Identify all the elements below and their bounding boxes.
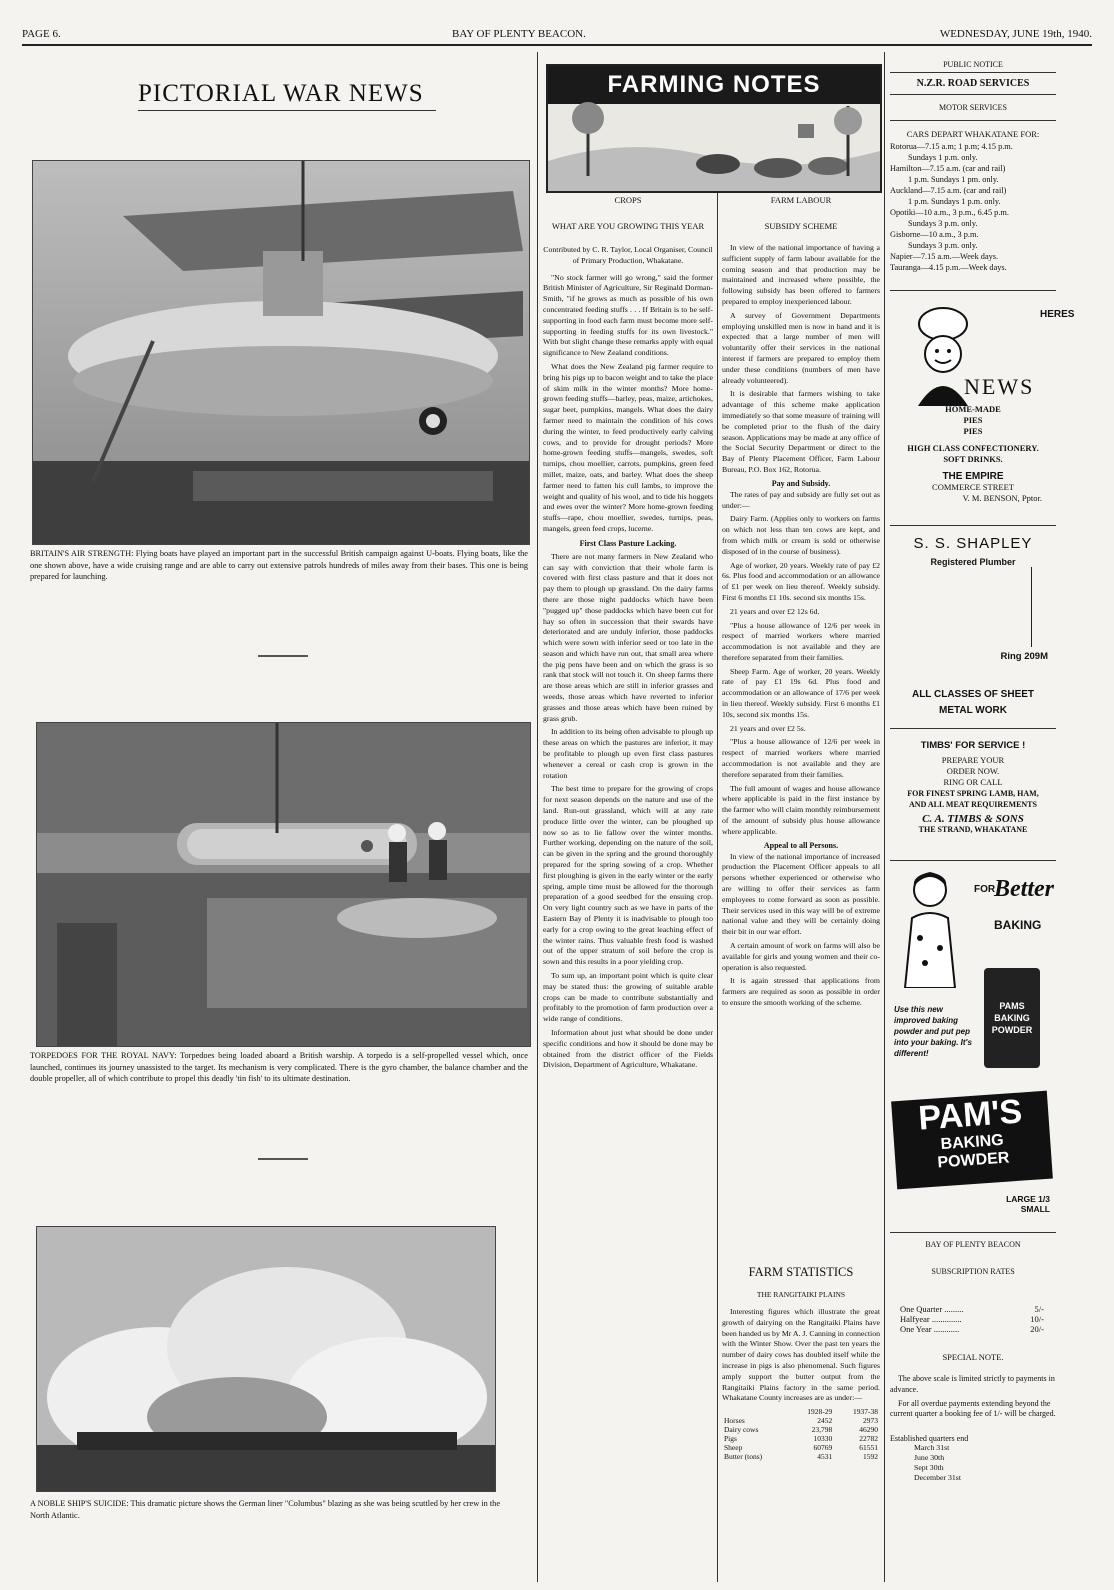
pictorial-title: PICTORIAL WAR NEWS xyxy=(138,80,424,107)
farming-notes-banner xyxy=(546,64,882,193)
news-word: NEWS xyxy=(964,374,1035,399)
farming-notes-title: FARMING NOTES xyxy=(607,71,821,98)
crops-body-1: "No stock farmer will go wrong," said the former British Minister of Agriculture, Sir Reginald Dorman-Smith, "if he grows as much as possible of his own concentrated feeding stuffs . . . If Britain is to be self-supporting in food each farm must become more self-supporting in feeding stuffs for its own livestock." With but slight change these remarks apply with equal significance to New Zealand conditions. What does the New Zealand pig farmer require to bring his pigs up to bacon weight and to take the place of skim milk in the winter months? More home-grown feeding stuffs—barley, peas, maize, artichokes, sugar beet, pumpkins, mangels. What does the dairy farmer need to maintain the condition of his cows during the winter, to feed productively early calving cows, and to provide for drought periods? More home-grown feeding stuffs—mangels, swedes, soft turnips, chou moellier, carrots, pumpkins, green feed millet, maize, oats, and barley. What does the sheep farmer need to fatten his cull lambs, to improve the weight and quality of his wool, and to tide his hoggets and ewes over the winter? More home-grown feeding stuffs—rape, chou moellier, swedes, turnips, peas, mangels, green feed crops, lucerne. xyxy=(543,272,713,533)
separator-dash xyxy=(258,655,308,657)
shapley-ad xyxy=(890,535,1056,725)
labour-heading: FARM LABOUR xyxy=(770,195,832,205)
ad-line: RING OR CALL xyxy=(943,777,1003,787)
crops-heading: CROPS xyxy=(614,195,642,205)
burning-ship-photo xyxy=(36,1226,496,1492)
subscription-rates: SUBSCRIPTION RATES xyxy=(931,1267,1015,1276)
ad-line: AND ALL MEAT REQUIREMENTS xyxy=(909,800,1037,809)
pams-baking: BAKING xyxy=(994,918,1042,932)
table-row: Dairy cows 23,798 46290 xyxy=(724,1425,878,1435)
table-row: Butter (tons) 4531 1592 xyxy=(724,1452,878,1462)
pams-tin xyxy=(984,968,1040,1068)
shapley-trade: Registered Plumber xyxy=(930,557,1016,567)
timbs-ad xyxy=(890,740,1056,834)
woman-icon xyxy=(890,868,970,988)
flying-boat-photo xyxy=(32,160,530,545)
public-notice: PUBLIC NOTICE xyxy=(943,60,1003,69)
labour-body-1: In view of the national importance of having a sufficient supply of farm labour available for the coming season and that production may be maintained and increased where possible, the following subsidy has been offered to farmers prepared to employ inexperienced labour. A survey of Government Departments employing unskilled men is now in hand and it is expected that a large number of men will voluntarily offer their services in the national interest if farmers are prepared to employ them under these conditions (numbers of men have already volunteered). It is desirable that farmers wishing to take advantage of this scheme make application immediately so that some measure of training will be completed prior to the flush of the dairy season. Applications may be made at any office of the Social Security Department or direct to the Bay of Plenty Placement Officer, Farm Labour Bureau, P.O. Box 162, Rotorua. xyxy=(722,243,880,474)
timetable: Rotorua—7.15 a.m; 1 p.m; 4.15 p.m. Sundays 1 p.m. only. Hamilton—7.15 a.m. (car and rail) 1 p.m. Sundays 1 pm. only. Auckland—7.15 a.m. (car and rail) 1 p.m. Sundays 1 p.m. only. Opotiki—10 a.m., 3 p.m., 6.45 p.m. Sundays 3 p.m. only. Gisborne—10 a.m., 3 p.m. Sundays 3 p.m. only. Napier—7.15 a.m.—Week days. Tauranga—4.15 p.m.—Week days. xyxy=(890,142,1013,272)
pams-better: Better xyxy=(994,876,1054,902)
rate-row: Halfyear .............. 10/- xyxy=(900,1314,1044,1324)
crops-subheading: WHAT ARE YOU GROWING THIS YEAR xyxy=(551,221,705,231)
timbs-head: TIMBS' FOR SERVICE ! xyxy=(920,740,1026,751)
ad-line: ORDER NOW. xyxy=(946,766,1000,776)
caption-flying-boat: BRITAIN'S AIR STRENGTH: Flying boats have played an important part in the successful British campaign against U-boats. Flying boats, like the one shown above, have a wide cruising range and are able to carry out extensive patrols hundreds of miles away from their bases. This one is being prepared for launching. xyxy=(30,549,528,581)
labour-subhead-appeal: Appeal to all Persons. xyxy=(763,840,839,850)
column-rule xyxy=(884,52,885,1582)
special-note: SPECIAL NOTE. xyxy=(942,1352,1004,1362)
pams-brand-2: BAKING xyxy=(940,1131,1005,1154)
labour-subheading: SUBSIDY SCHEME xyxy=(764,221,838,231)
pams-for: FOR xyxy=(974,884,996,895)
empire-street: COMMERCE STREET xyxy=(932,482,1014,492)
shapley-tagline: ALL CLASSES OF SHEET METAL WORK xyxy=(911,689,1035,716)
special-note-body: The above scale is limited strictly to payments in advance. For all overdue payments extending beyond the current quarter a booking fee of 1/- will be charged. xyxy=(890,1374,1056,1419)
farm-statistics-article xyxy=(722,1265,880,1461)
labour-body-3: In view of the national importance of increased production the Placement Officer appeals to all persons whether experienced or otherwise who are willing to offer their services as farm employees to come forward as soon as possible. Their services used in this way will be of extreme national value and they will be certainly doing their bit in our war effort. A certain amount of work on farms will also be available for girls and young women and their co-operation is also requested. It is again stressed that applications from farmers are required as soon as possible in order to ensure the smooth working of the scheme. xyxy=(722,851,880,1007)
pams-brand: PAM'S xyxy=(917,1092,1024,1138)
pams-tin-label: PAMS BAKING POWDER xyxy=(991,1001,1033,1035)
caption-ship: A NOBLE SHIP'S SUICIDE: This dramatic picture shows the German liner "Columbus" blazing as she was being scuttled by her crew in the North Atlantic. xyxy=(30,1499,500,1520)
column-rule xyxy=(717,192,718,1582)
ad-line: PREPARE YOUR xyxy=(941,755,1005,765)
timbs-address: THE STRAND, WHAKATANE xyxy=(918,825,1028,834)
road-services-title: N.Z.R. ROAD SERVICES xyxy=(916,78,1030,89)
pams-copy: Use this new improved baking powder and put pep into your baking. It's different! xyxy=(894,1005,972,1058)
rates-list xyxy=(900,1304,1044,1334)
pams-prices: LARGE 1/3 SMALL xyxy=(1006,1194,1050,1214)
road-services-ad xyxy=(890,60,1056,273)
motor-services: MOTOR SERVICES xyxy=(939,103,1007,112)
shapley-phone: Ring 209M xyxy=(1000,651,1048,662)
caption-torpedo: TORPEDOES FOR THE ROYAL NAVY: Torpedoes being loaded aboard a British warship. A torpedo is a self-propelled vessel which, once launched, continues its journey unassisted to the target. Its mechanism is very complicated. There is the gyro chamber, the balance chamber and the double propeller, all of which contribute to propel this deadly 'tin fish' to its ultimate destination. xyxy=(30,1051,528,1083)
rate-row: One Year ............ 20/- xyxy=(900,1324,1044,1334)
crops-body-2: There are not many farmers in New Zealand who can say with conviction that their whole farm is covered with first class pasture and that it does not pay them to plough up grassland. On the dairy farms there are those night paddocks which have been "pugged up" those paddocks which have been cut for hay so often in succession that their swards have deteriorated and are unduly inferior, those paddocks which were sown with inferior seed or too late in the season and which have run out, that small area where the pig pens have been and on which the grass is so rank that stock will not touch it. On sheep farms there are those areas which are still in inferior grasses and weeds, those areas which have reverted to inferior grasses and those areas which have been ruined by grass grub. In addition to its being often advisable to plough up these areas on which the pastures are inferior, it may be profitable to plough up even first class pastures whenever a cereal or cash crop is grown in the rotation The best time to prepare for the growing of crops for next season depends on the nature and use of the land. Run-out grassland, which will at any rate produce little over the winter, can be ploughed up now so as to lie fallow over the winter months. Further working, depending on the nature of the soil, can be given in the spring and the ground thoroughly prepared for the spring sowing of a crop. Whether first ploughing is given in the early winter or the early spring, ample time must be allowed for the thorough preparation of a good seedbed for the ensuing crop. On very light country such as we have in parts of the Eastern Bay of Plenty it is inadvisable to plough too early for a crop owing to the great leaching effect of the winter rains. Thus valuable fresh food is washed out of the upper stratum of soil before the crop is sown and this results in a poor yielding crop. To sum up, an important point which is quite clear may be stated thus: the growing of suitable arable crops can be made to contribute substantially and profitably to the promotion of farm production over a wide range of conditions. Information about just what should be done under specific conditions and how it should be done may be obtained from the district officer of the Fields Division, Department of Agriculture, Whakatane. xyxy=(543,551,713,1070)
ad-line: SOFT DRINKS. xyxy=(943,454,1003,464)
issue-date: WEDNESDAY, JUNE 19th, 1940. xyxy=(939,28,1092,40)
paper-name: BAY OF PLENTY BEACON. xyxy=(452,28,586,40)
table-header-row: 1928-29 1937-38 xyxy=(807,1407,878,1417)
table-row: Pigs 10330 22782 xyxy=(724,1434,878,1444)
beacon-title: BAY OF PLENTY BEACON xyxy=(925,1240,1021,1249)
stats-subheading: THE RANGITAIKI PLAINS xyxy=(756,1290,846,1299)
crops-subhead-pasture: First Class Pasture Lacking. xyxy=(579,538,677,548)
pams-brand-3: POWDER xyxy=(936,1149,1010,1172)
separator-dash xyxy=(258,1158,308,1160)
labour-body-2: The rates of pay and subsidy are fully set out as under:— Dairy Farm. (Applies only to workers on farms on which not less than ten cows are kept, and from which milk or cream is sold or otherwise disposed of in the course of business). Age of worker, 20 years. Weekly rate of pay £2 6s. Plus food and accommodation or an allowance of £1 per week on lieu thereof. Weekly subsidy. First 6 months £1 10s. second six months 15s. 21 years and over £2 12s 6d. "Plus a house allowance of 12/6 per week in respect of married workers where married accommodation is not available and they are therefore separated from their families. Sheep Farm. Age of worker, 20 years. Weekly rate of pay £1 19s 6d. Plus food and accommodation or an allowance of 17/6 per week in lieu thereof. Weekly subsidy. First 6 months £1 10s, second six months 15s. 21 years and over £2 5s. "Plus a house allowance of 12/6 per week in respect of married workers where married accommodation is not available and they are therefore separated from their families. The full amount of wages and house allowance where applicable is paid in the first instance by the farmer who will claim monthly reimbursement of the amount of subsidy plus house allowance where applicable. xyxy=(722,489,880,836)
stats-body: Interesting figures which illustrate the great growth of dairying on the Rangitaiki Plains have been handed us by Mr A. J. Canning in connection with the Winter Show. Over the past ten years the number of dairy cows has doubled itself while the increase in pigs is also phenomenal. Such figures amply support the butter output from the Rangitaiki Plains factory in the same period. Whakatane County increases are as under:— xyxy=(722,1307,880,1403)
column-rule xyxy=(537,52,538,1582)
crops-byline: Contributed by C. R. Taylor, Local Organiser, Council of Primary Production, Whakatane. xyxy=(543,245,713,265)
page-number: PAGE 6. xyxy=(22,28,61,40)
stats-heading: FARM STATISTICS xyxy=(748,1265,854,1279)
pams-logo xyxy=(891,1091,1053,1190)
pams-ad xyxy=(890,868,1056,1228)
shapley-name: S. S. SHAPLEY xyxy=(913,535,1033,552)
timbs-name: C. A. TIMBS & SONS xyxy=(922,813,1024,825)
farm-labour-article xyxy=(722,195,880,1012)
heres-vertical: HERES xyxy=(1040,309,1075,320)
ad-line: PIES xyxy=(963,415,983,425)
table-row: Sheep 60769 61551 xyxy=(724,1443,878,1453)
cars-depart: CARS DEPART WHAKATANE FOR: xyxy=(906,129,1040,139)
empire-name: THE EMPIRE xyxy=(942,471,1004,482)
labour-subhead-pay: Pay and Subsidy. xyxy=(771,478,831,488)
crops-article xyxy=(543,195,713,1074)
table-row: Horses 2452 2973 xyxy=(724,1416,878,1426)
torpedo-photo xyxy=(36,722,531,1047)
rate-row: One Quarter ......... 5/- xyxy=(900,1304,1044,1314)
ad-line: HOME-MADE xyxy=(945,404,1001,414)
empire-ad xyxy=(890,298,1075,516)
ad-line: FOR FINEST SPRING LAMB, HAM, xyxy=(907,789,1039,798)
ad-line: PIES xyxy=(963,426,983,436)
stats-table xyxy=(722,1407,880,1461)
masthead xyxy=(22,26,1092,46)
quarters-head: Established quarters end xyxy=(890,1434,969,1444)
beacon-subscription-ad xyxy=(890,1240,1056,1483)
quarters-list: March 31st June 30th Sept 30th December 31st xyxy=(914,1443,961,1483)
empire-proprietor: V. M. BENSON, Pptor. xyxy=(962,493,1042,503)
ad-line: HIGH CLASS CONFECTIONERY. xyxy=(907,443,1039,453)
